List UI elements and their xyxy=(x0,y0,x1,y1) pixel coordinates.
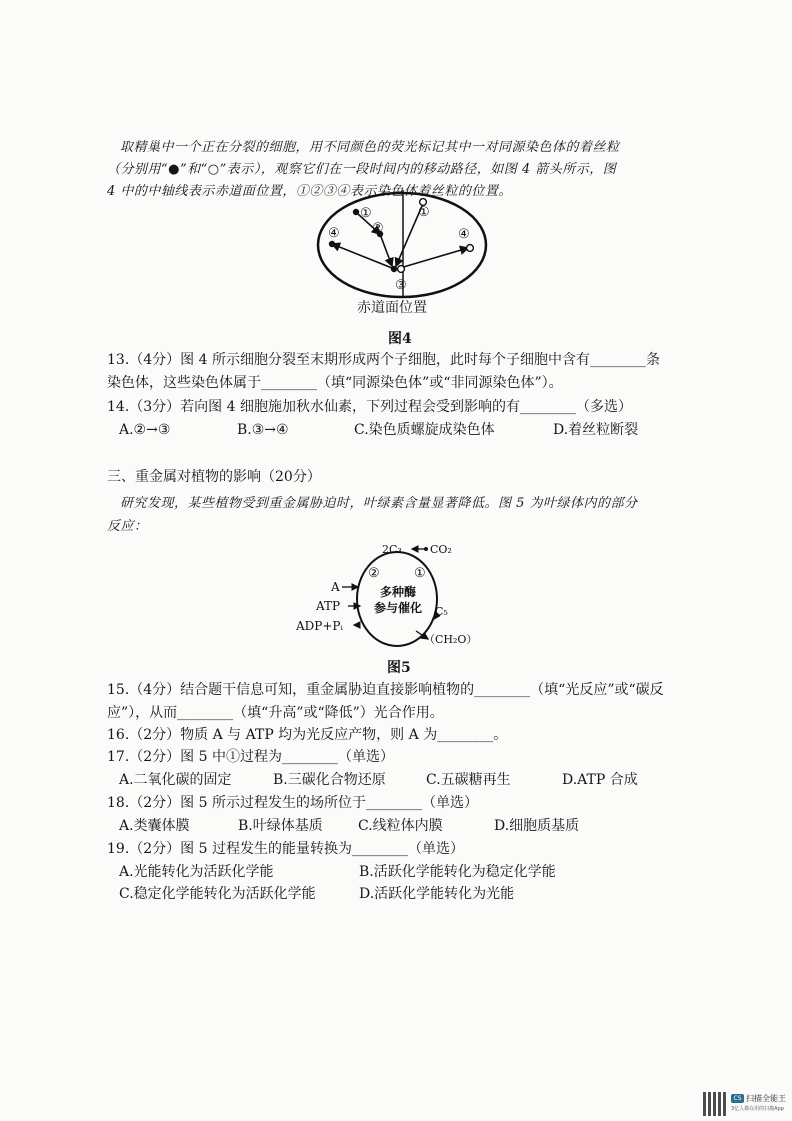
marker-2: ② xyxy=(372,221,384,236)
q13-line-1: 13.（4分）图 4 所示细胞分裂至末期形成两个子细胞，此时每个子细胞中含有________条 xyxy=(107,352,660,368)
q19-option-b[interactable]: B.活跃化学能转化为稳定化学能 xyxy=(359,864,556,880)
process-2-label: ② xyxy=(368,566,380,581)
marker-1-right: ① xyxy=(418,205,430,220)
q14-option-b[interactable]: B.③→④ xyxy=(237,422,289,438)
scanner-logo-icon: CS xyxy=(731,1094,744,1103)
q15-line-2: 应”），从而________（填“升高”或“降低”）光合作用。 xyxy=(107,705,444,721)
figure-5-diagram xyxy=(290,535,510,655)
section-3-line-2: 反应： xyxy=(107,519,148,534)
figure-4-caption: 图4 xyxy=(388,331,412,347)
q19-option-a[interactable]: A.光能转化为活跃化学能 xyxy=(119,864,274,880)
ch2o-label: （CH₂O） xyxy=(424,633,478,646)
a-label: A xyxy=(331,580,340,594)
enzyme-label-2: 参与催化 xyxy=(374,601,423,615)
q17-option-b[interactable]: B.三碳化合物还原 xyxy=(273,772,386,788)
marker-4-right: ④ xyxy=(458,227,470,242)
marker-3: ③ xyxy=(395,278,407,293)
q14-option-a[interactable]: A.②→③ xyxy=(119,422,171,438)
watermark-subtitle: 3亿人都在用的扫描App xyxy=(731,1106,784,1112)
q19-option-d[interactable]: D.活跃化学能转化为光能 xyxy=(359,886,515,902)
marker-1-left: ① xyxy=(360,206,372,221)
adp-label: ADP+Pᵢ xyxy=(296,619,343,633)
q17-option-c[interactable]: C.五碳糖再生 xyxy=(426,772,511,788)
filled-centromere-dot xyxy=(329,241,335,247)
q17-stem: 17.（2分）图 5 中①过程为________（单选） xyxy=(107,749,394,765)
section-3-line-1: 研究发现，某些植物受到重金属胁迫时，叶绿素含量显著降低。图 5 为叶绿体内的部分 xyxy=(120,496,638,511)
q14-stem: 14.（3分）若向图 4 细胞施加秋水仙素，下列过程会受到影响的有________（多选） xyxy=(107,399,632,415)
q17-option-a[interactable]: A.二氧化碳的固定 xyxy=(119,772,232,788)
q19-stem: 19.（2分）图 5 过程发生的能量转换为________（单选） xyxy=(107,841,464,857)
q16-stem: 16.（2分）物质 A 与 ATP 均为光反应产物，则 A 为________。 xyxy=(107,727,508,743)
q14-option-c[interactable]: C.染色质螺旋成染色体 xyxy=(354,422,495,438)
process-1-label: ① xyxy=(414,566,426,581)
q14-option-d[interactable]: D.着丝粒断裂 xyxy=(553,422,639,438)
q18-option-c[interactable]: C.线粒体内膜 xyxy=(358,818,443,834)
q19-option-c[interactable]: C.稳定化学能转化为活跃化学能 xyxy=(119,886,316,902)
marker-4-left: ④ xyxy=(328,226,340,241)
filled-centromere-dot xyxy=(391,266,397,272)
c3-label: 2C₃ xyxy=(382,543,402,556)
intro-line-1: 取精巢中一个正在分裂的细胞，用不同颜色的荧光标记其中一对同源染色体的着丝粒 xyxy=(120,140,620,155)
equator-label: 赤道面位置 xyxy=(357,300,427,316)
atp-label: ATP xyxy=(316,599,341,613)
q18-stem: 18.（2分）图 5 所示过程发生的场所位于________（单选） xyxy=(107,795,478,811)
c5-label: C₅ xyxy=(435,605,448,618)
figure-5-caption: 图5 xyxy=(387,660,411,676)
enzyme-label-1: 多种酶 xyxy=(380,585,417,599)
q18-option-b[interactable]: B.叶绿体基质 xyxy=(238,818,323,834)
q15-line-1: 15.（4分）结合题干信息可知，重金属胁迫直接影响植物的________（填“光反应”或“碳反 xyxy=(107,682,664,698)
intro-line-3: 4 中的中轴线表示赤道面位置，①②③④表示染色体着丝粒的位置。 xyxy=(107,184,512,199)
q17-option-d[interactable]: D.ATP 合成 xyxy=(562,772,638,788)
watermark-title: 扫描全能王 xyxy=(746,1094,786,1103)
co2-label: CO₂ xyxy=(430,543,452,556)
q18-option-a[interactable]: A.类囊体膜 xyxy=(119,818,190,834)
section-3-heading: 三、重金属对植物的影响（20分） xyxy=(107,469,321,485)
filled-centromere-dot xyxy=(353,209,359,215)
hollow-centromere-dot xyxy=(467,245,474,252)
intro-line-2: （分别用“●”和“○”表示），观察它们在一段时间内的移动路径，如图 4 箭头所示，图 xyxy=(107,162,617,177)
q18-option-d[interactable]: D.细胞质基质 xyxy=(494,818,580,834)
qr-code-icon xyxy=(703,1092,727,1116)
hollow-centromere-dot xyxy=(398,266,405,273)
q13-line-2: 染色体，这些染色体属于________（填“同源染色体”或“非同源染色体”）。 xyxy=(107,375,563,391)
